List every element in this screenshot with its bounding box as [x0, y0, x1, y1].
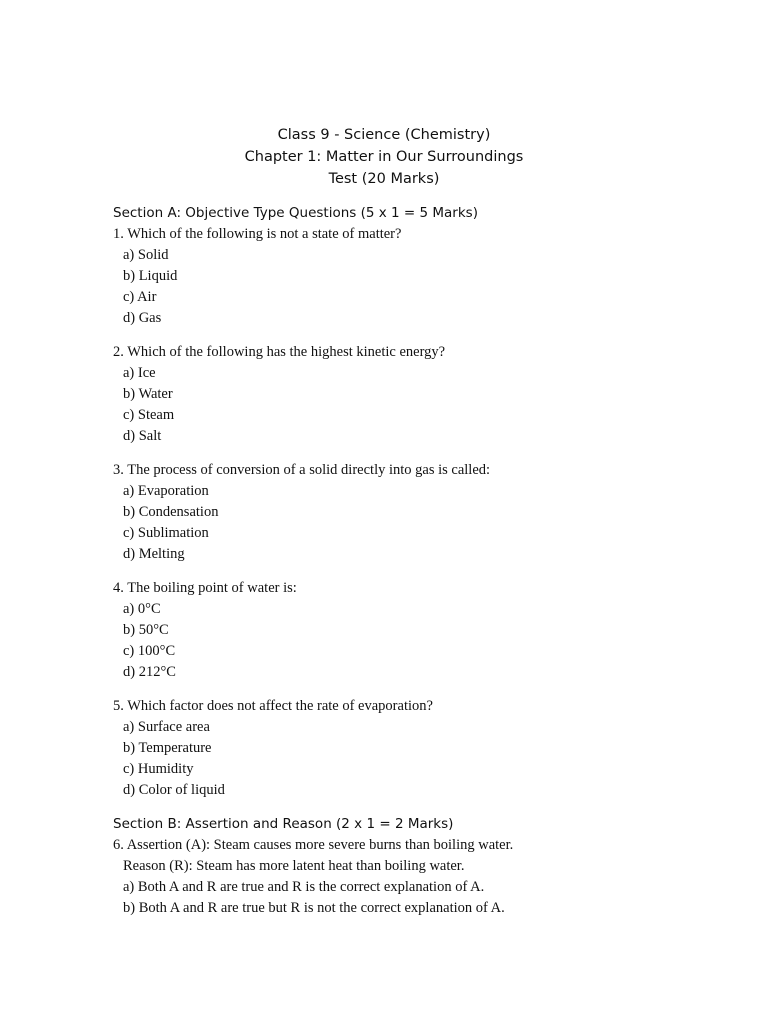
section-b-heading: Section B: Assertion and Reason (2 x 1 = 2 Marks) [113, 816, 454, 832]
option-b: b) Water [123, 386, 173, 402]
class-title: Class 9 - Science (Chemistry) [277, 127, 491, 143]
option-c: c) Steam [123, 407, 175, 423]
assertion-text: 6. Assertion (A): Steam causes more severe burns than boiling water. [113, 837, 514, 853]
option-c: c) Sublimation [123, 525, 209, 541]
question-text: 2. Which of the following has the highest kinetic energy? [113, 344, 446, 360]
option-d: d) Melting [123, 546, 185, 562]
question-5 [113, 696, 713, 801]
option-c: c) Air [123, 289, 157, 305]
option-c: c) 100°C [123, 643, 176, 659]
question-text: 3. The process of conversion of a solid directly into gas is called: [113, 462, 491, 478]
option-b: b) 50°C [123, 622, 169, 638]
option-d: d) Salt [123, 428, 162, 444]
question-4 [113, 578, 713, 683]
reason-text: Reason (R): Steam has more latent heat than boiling water. [123, 858, 465, 874]
option-d: d) Gas [123, 310, 162, 326]
option-b: b) Temperature [123, 740, 212, 756]
option-d: d) Color of liquid [123, 782, 225, 798]
question-text: 5. Which factor does not affect the rate of evaporation? [113, 698, 433, 714]
option-b: b) Both A and R are true but R is not the correct explanation of A. [123, 900, 505, 916]
question-6 [113, 835, 713, 919]
section-b [113, 814, 713, 919]
question-text: 1. Which of the following is not a state of matter? [113, 226, 402, 242]
option-a: a) Surface area [123, 719, 210, 735]
option-a: a) Ice [123, 365, 156, 381]
option-a: a) 0°C [123, 601, 161, 617]
document-body [113, 203, 713, 932]
option-b: b) Liquid [123, 268, 178, 284]
question-text: 4. The boiling point of water is: [113, 580, 297, 596]
question-1 [113, 224, 713, 329]
option-a: a) Both A and R are true and R is the correct explanation of A. [123, 879, 485, 895]
option-a: a) Solid [123, 247, 169, 263]
option-c: c) Humidity [123, 761, 194, 777]
document-header [0, 124, 768, 190]
option-b: b) Condensation [123, 504, 219, 520]
chapter-title: Chapter 1: Matter in Our Surroundings [244, 149, 524, 165]
test-title: Test (20 Marks) [328, 171, 440, 187]
question-2 [113, 342, 713, 447]
section-a [113, 203, 713, 801]
question-3 [113, 460, 713, 565]
section-a-heading: Section A: Objective Type Questions (5 x 1 = 5 Marks) [113, 205, 478, 221]
option-a: a) Evaporation [123, 483, 209, 499]
option-d: d) 212°C [123, 664, 176, 680]
